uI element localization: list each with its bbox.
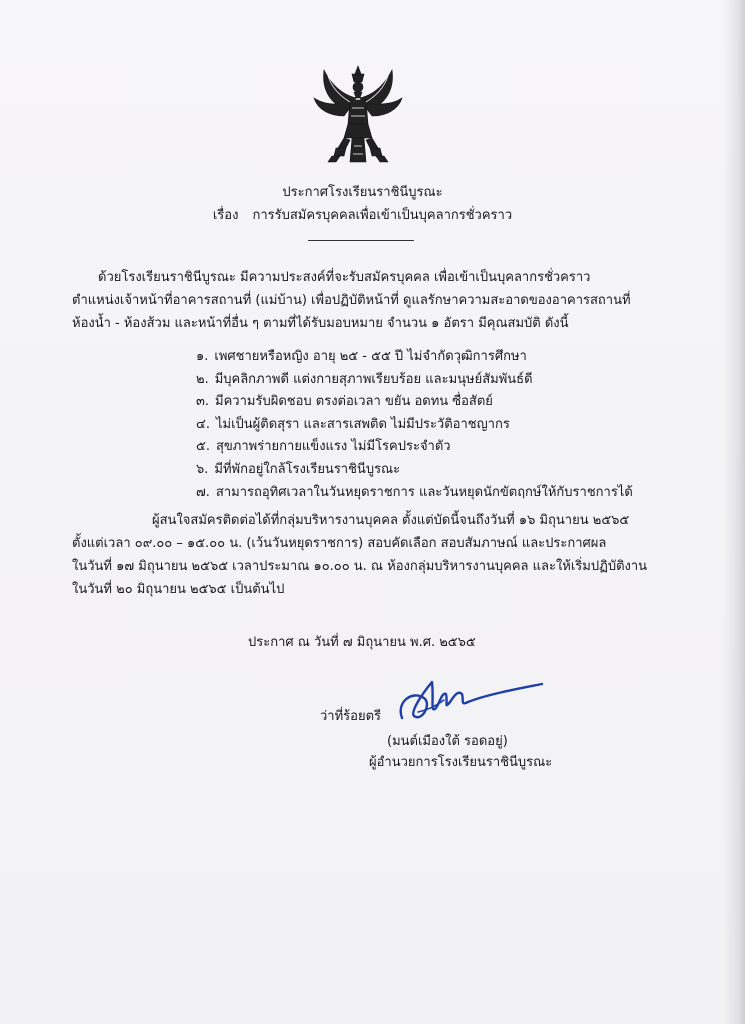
qualification-list bbox=[196, 346, 633, 504]
paragraph-line: ตั้งแต่เวลา ๐๙.๐๐ – ๑๕.๐๐ น. (เว้นวันหยุดราชการ) สอบคัดเลือก สอบสัมภาษณ์ และประกาศผล bbox=[72, 536, 607, 551]
header-divider bbox=[308, 240, 414, 241]
paragraph-line: ด้วยโรงเรียนราชินีบูรณะ มีความประสงค์ที่จะรับสมัครบุคคล เพื่อเข้าเป็นบุคลากรชั่วคราว bbox=[98, 270, 591, 285]
announcement-date: ประกาศ ณ วันที่ ๗ มิถุนายน พ.ศ. ๒๕๖๕ bbox=[248, 635, 476, 650]
item-text: มีบุคลิกภาพดี แต่งกายสุภาพเรียบร้อย และมนุษย์สัมพันธ์ดี bbox=[214, 371, 533, 387]
list-item bbox=[196, 482, 633, 505]
announcement-subject bbox=[0, 204, 735, 225]
signature-icon bbox=[392, 672, 552, 732]
paragraph-line: ตำแหน่งเจ้าหน้าที่อาคารสถานที่ (แม่บ้าน) เพื่อปฏิบัติหน้าที่ ดูแลรักษาความสะอาดของอาคารสถานที่ bbox=[72, 293, 631, 308]
paper-edge-shadow bbox=[723, 0, 745, 1024]
item-number: ๑. bbox=[196, 349, 209, 364]
item-text: มีที่พักอยู่ใกล้โรงเรียนราชินีบูรณะ bbox=[214, 461, 401, 477]
signer-name: (มนต์เมืองใต้ รอดอยู่) bbox=[387, 734, 508, 749]
list-item bbox=[196, 369, 633, 392]
item-text: สุขภาพร่ายกายแข็งแรง ไม่มีโรคประจำตัว bbox=[215, 439, 451, 455]
intro-paragraph bbox=[72, 266, 684, 335]
paragraph-line: ผู้สนใจสมัครติดต่อได้ที่กลุ่มบริหารงานบุคคล ตั้งแต่บัดนี้จนถึงวันที่ ๑๖ มิถุนายน ๒๕๖๕ bbox=[152, 513, 630, 528]
list-item bbox=[196, 346, 633, 369]
application-paragraph bbox=[72, 509, 684, 601]
subject-text: การรับสมัครบุคคลเพื่อเข้าเป็นบุคลากรชั่วคราว bbox=[252, 208, 513, 223]
garuda-emblem-icon bbox=[310, 64, 406, 164]
item-text: มีความรับผิดชอบ ตรงต่อเวลา ขยัน อดทน ซื่อสัตย์ bbox=[215, 394, 493, 410]
subject-label: เรื่อง bbox=[212, 208, 239, 223]
list-item bbox=[196, 436, 633, 459]
item-number: ๒. bbox=[196, 371, 209, 387]
paragraph-line: ในวันที่ ๒๐ มิถุนายน ๒๕๖๕ เป็นต้นไป bbox=[72, 582, 285, 597]
paragraph-line: ในวันที่ ๑๗ มิถุนายน ๒๕๖๕ เวลาประมาณ ๑๐.๐๐ น. ณ ห้องกลุ่มบริหารงานบุคคล และให้เริ่มปฏิบัติงาน bbox=[72, 559, 648, 574]
signer-title: ผู้อำนวยการโรงเรียนราชินีบูรณะ bbox=[369, 755, 553, 770]
item-text: เพศชายหรือหญิง อายุ ๒๕ - ๕๕ ปี ไม่จำกัดวุฒิการศึกษา bbox=[214, 349, 527, 364]
announcement-title: ประกาศโรงเรียนราชินีบูรณะ bbox=[282, 185, 443, 200]
list-item bbox=[196, 459, 633, 482]
item-text: สามารถอุทิศเวลาในวันหยุดราชการ และวันหยุดนักขัตฤกษ์ให้กับราชการได้ bbox=[215, 484, 633, 500]
item-number: ๓. bbox=[196, 394, 210, 410]
item-number: ๖. bbox=[196, 461, 209, 477]
list-item bbox=[196, 391, 633, 414]
item-number: ๔. bbox=[196, 416, 210, 432]
item-number: ๗. bbox=[196, 484, 210, 500]
item-number: ๕. bbox=[196, 439, 210, 455]
signer-rank: ว่าที่ร้อยตรี bbox=[320, 709, 382, 724]
item-text: ไม่เป็นผู้ติดสุรา และสารเสพติด ไม่มีประวัติอาชญากร bbox=[215, 416, 510, 432]
list-item bbox=[196, 414, 633, 437]
paragraph-line: ห้องน้ำ - ห้องส้วม และหน้าที่อื่น ๆ ตามที่ได้รับมอบหมาย จำนวน ๑ อัตรา มีคุณสมบัติ ดังนี้ bbox=[72, 316, 569, 331]
